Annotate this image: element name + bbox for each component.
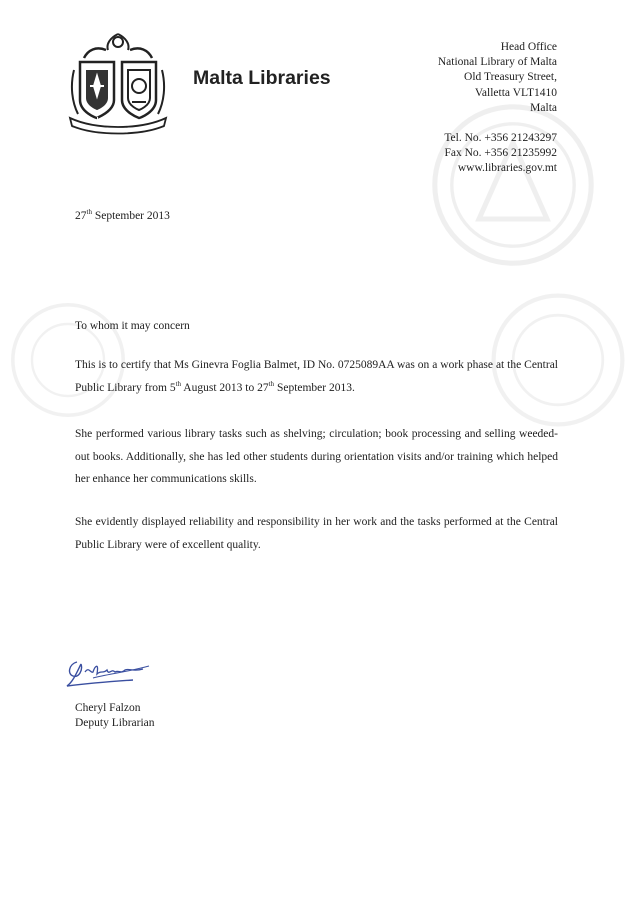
ordinal-suffix: th — [175, 379, 182, 388]
date-day: 27 — [75, 210, 87, 222]
office-address — [438, 40, 557, 116]
fax: Fax No. +356 21235992 — [444, 147, 557, 160]
letter-date — [75, 210, 170, 222]
para-text: This is to certify that Ms Ginevra Foglia Balmet, ID No. 0725089AA was on a work phase at the Central Public Library from 5 — [75, 359, 558, 394]
ordinal-suffix: th — [268, 379, 275, 388]
signer-name: Cheryl Falzon — [75, 702, 141, 714]
salutation: To whom it may concern — [75, 320, 190, 332]
brand-name: Malta Libraries — [193, 67, 331, 89]
address-line: Old Treasury Street, — [464, 71, 557, 84]
address-line: Valletta VLT1410 — [474, 86, 557, 99]
signer-title: Deputy Librarian — [75, 717, 155, 729]
address-line: Malta — [530, 101, 557, 114]
signer-block — [75, 701, 155, 731]
para-text: August 2013 to 27 — [181, 381, 269, 394]
paragraph-certification — [75, 354, 558, 399]
contact-details — [444, 131, 557, 177]
date-suffix: th — [86, 208, 92, 217]
handwritten-signature — [63, 652, 155, 692]
telephone: Tel. No. +356 21243297 — [444, 132, 557, 144]
paragraph-tasks: She performed various library tasks such as shelving; circulation; book processing and selling weeded-out books. Additionally, she has led other students during orientation visits and/or training which helped her enhance her communications skills. — [75, 428, 558, 486]
date-rest: September 2013 — [91, 210, 170, 222]
seal-watermark — [428, 100, 598, 270]
paragraph-evaluation: She evidently displayed reliability and responsibility in her work and the tasks performed at the Central Public Library were of excellent quality. — [75, 516, 558, 551]
address-line: Head Office — [500, 41, 557, 53]
website: www.libraries.gov.mt — [457, 162, 557, 175]
coat-of-arms-logo — [66, 30, 170, 136]
address-line: National Library of Malta — [437, 56, 557, 69]
para-text: September 2013. — [274, 381, 355, 394]
